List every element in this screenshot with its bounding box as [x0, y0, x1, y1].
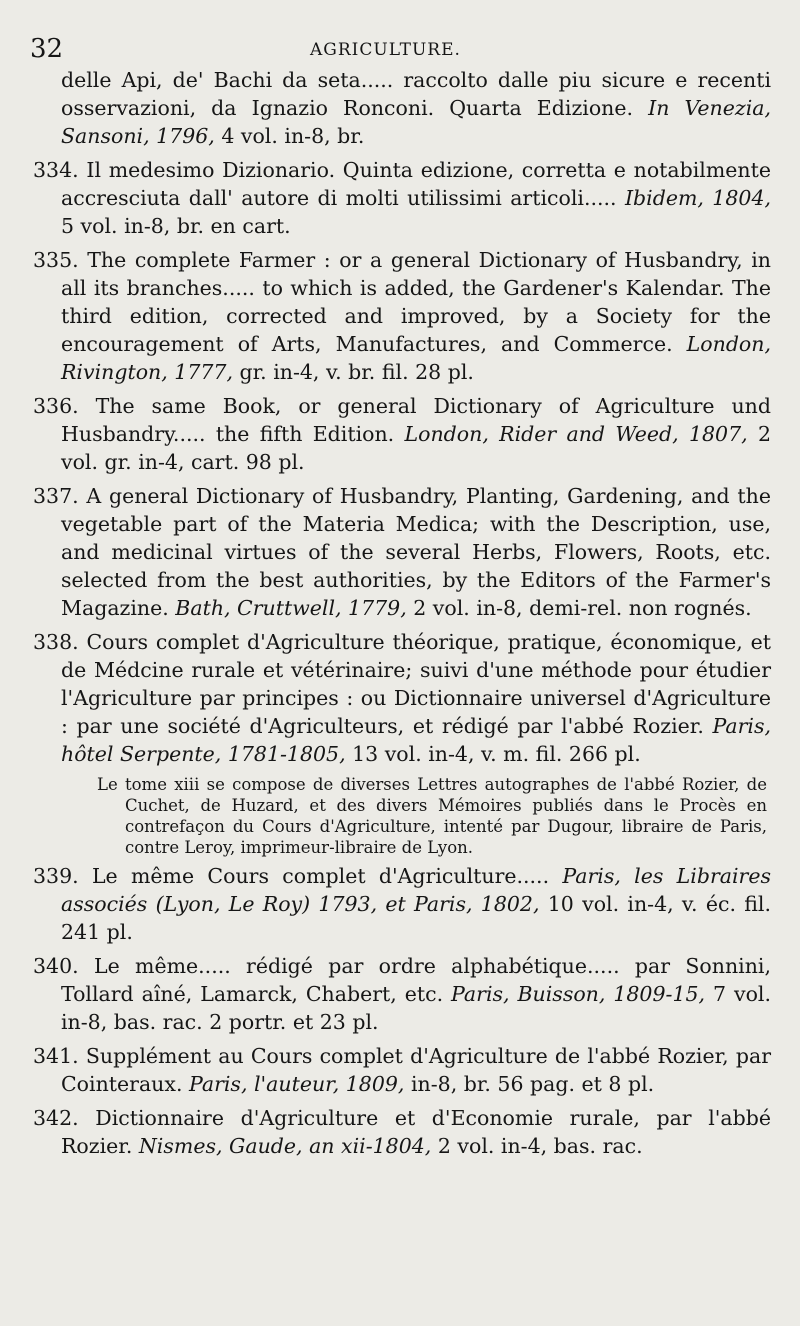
- entry-text: A general Dictionary of Husbandry, Planting, Gardening, and the vegetable part of the Materia Medica; with the Description, use, and medicinal virtues of the several Herbs, Flowers, Roots, etc. selected from the best authorities, by the Editors of the Farmer's Magazine.: [61, 484, 771, 620]
- footnote-338: Le tome xiii se compose de diverses Lettres autographes de l'abbé Rozier, de Cuchet, de Huzard, et des divers Mémoires publiés dans le Procès en contrefaçon du Cours d'Agriculture, intenté par Dugour, libraire de Paris, contre Leroy, imprimeur-libraire de Lyon.: [97, 775, 767, 857]
- entry-text: Cours complet d'Agriculture théorique, pratique, économique, et de Médcine rurale et vétérinaire; suivi d'une méthode pour étudier l'Agriculture par principes : ou Dictionnaire universel d'Agriculture : par une société d'Agriculteurs, et rédigé par l'abbé Rozier.: [61, 630, 771, 738]
- entry-imprint: Ibidem, 1804,: [624, 186, 771, 210]
- entry-collation: 2 vol. gr. in-4, cart. 98 pl.: [61, 422, 771, 474]
- catalogue-entry-335: [33, 246, 771, 386]
- entry-imprint: Nismes, Gaude, an xii-1804,: [138, 1134, 432, 1158]
- entry-collation: 2 vol. in-4, bas. rac.: [431, 1134, 643, 1158]
- entry-text: The complete Farmer : or a general Dictionary of Husbandry, in all its branches..... to which is added, the Gardener's Kalendar. The third edition, corrected and improved, by a Society for the encouragement of Arts, Manufactures, and Commerce.: [61, 248, 771, 356]
- page-header: [0, 30, 800, 70]
- entry-imprint: London, Rivington, 1777,: [61, 332, 771, 384]
- entry-number: 336.: [33, 394, 79, 418]
- entry-number: 341.: [33, 1044, 79, 1068]
- entry-text: Supplément au Cours complet d'Agriculture de l'abbé Rozier, par Cointeraux.: [61, 1044, 771, 1096]
- catalogue-entry-341: [33, 1042, 771, 1098]
- entry-text: Il medesimo Dizionario. Quinta edizione, corretta e notabilmente accresciuta dall' autore di molti utilissimi articoli.....: [61, 158, 771, 210]
- entry-collation: 7 vol. in-8, bas. rac. 2 portr. et 23 pl.: [61, 982, 771, 1034]
- entry-text: delle Api, de' Bachi da seta..... raccolto dalle piu sicure e recenti osservazioni, da Ignazio Ronconi. Quarta Edizione.: [61, 68, 771, 120]
- entry-text: Dictionnaire d'Agriculture et d'Economie rurale, par l'abbé Rozier.: [61, 1106, 771, 1158]
- entry-collation: gr. in-4, v. br. fil. 28 pl.: [232, 360, 474, 384]
- entry-collation: 5 vol. in-8, br. en cart.: [61, 214, 291, 238]
- entry-number: 335.: [33, 248, 79, 272]
- catalogue-entry-continued: [33, 66, 771, 150]
- entry-number: 338.: [33, 630, 79, 654]
- entry-collation: 13 vol. in-4, v. m. fil. 266 pl.: [345, 742, 641, 766]
- catalogue-entry-334: [33, 156, 771, 240]
- entry-imprint: In Venezia, Sansoni, 1796,: [61, 96, 771, 148]
- entry-collation: 4 vol. in-8, br.: [214, 124, 365, 148]
- entry-imprint: London, Rider and Weed, 1807,: [404, 422, 748, 446]
- entry-text: The same Book, or general Dictionary of Agriculture und Husbandry..... the fifth Edition.: [61, 394, 771, 446]
- entry-number: 334.: [33, 158, 79, 182]
- entry-number: 337.: [33, 484, 79, 508]
- entry-imprint: Paris, l'auteur, 1809,: [188, 1072, 405, 1096]
- catalogue-entry-339: [33, 862, 771, 946]
- page-number: 32: [30, 34, 64, 64]
- catalogue-entry-336: [33, 392, 771, 476]
- catalogue-entry-340: [33, 952, 771, 1036]
- entry-imprint: Bath, Cruttwell, 1779,: [175, 596, 407, 620]
- running-head: AGRICULTURE.: [310, 40, 461, 60]
- entry-imprint: Paris, hôtel Serpente, 1781-1805,: [61, 714, 771, 766]
- entry-text: Le même..... rédigé par ordre alphabétique..... par Sonnini, Tollard aîné, Lamarck, Chabert, etc.: [61, 954, 771, 1006]
- catalogue-entry-338: [33, 628, 771, 768]
- entry-number: 339.: [33, 864, 79, 888]
- catalogue-entries: [33, 66, 771, 1166]
- catalogue-entry-337: [33, 482, 771, 622]
- entry-collation: in-8, br. 56 pag. et 8 pl.: [404, 1072, 655, 1096]
- entry-imprint: Paris, Buisson, 1809-15,: [451, 982, 706, 1006]
- entry-collation: 10 vol. in-4, v. éc. fil. 241 pl.: [61, 892, 771, 944]
- entry-imprint: Paris, les Libraires associés (Lyon, Le Roy) 1793, et Paris, 1802,: [61, 864, 771, 916]
- entry-number: 342.: [33, 1106, 79, 1130]
- entry-collation: 2 vol. in-8, demi-rel. non rognés.: [406, 596, 752, 620]
- entry-number: 340.: [33, 954, 79, 978]
- entry-text: Le même Cours complet d'Agriculture.....: [78, 864, 563, 888]
- catalogue-entry-342: [33, 1104, 771, 1160]
